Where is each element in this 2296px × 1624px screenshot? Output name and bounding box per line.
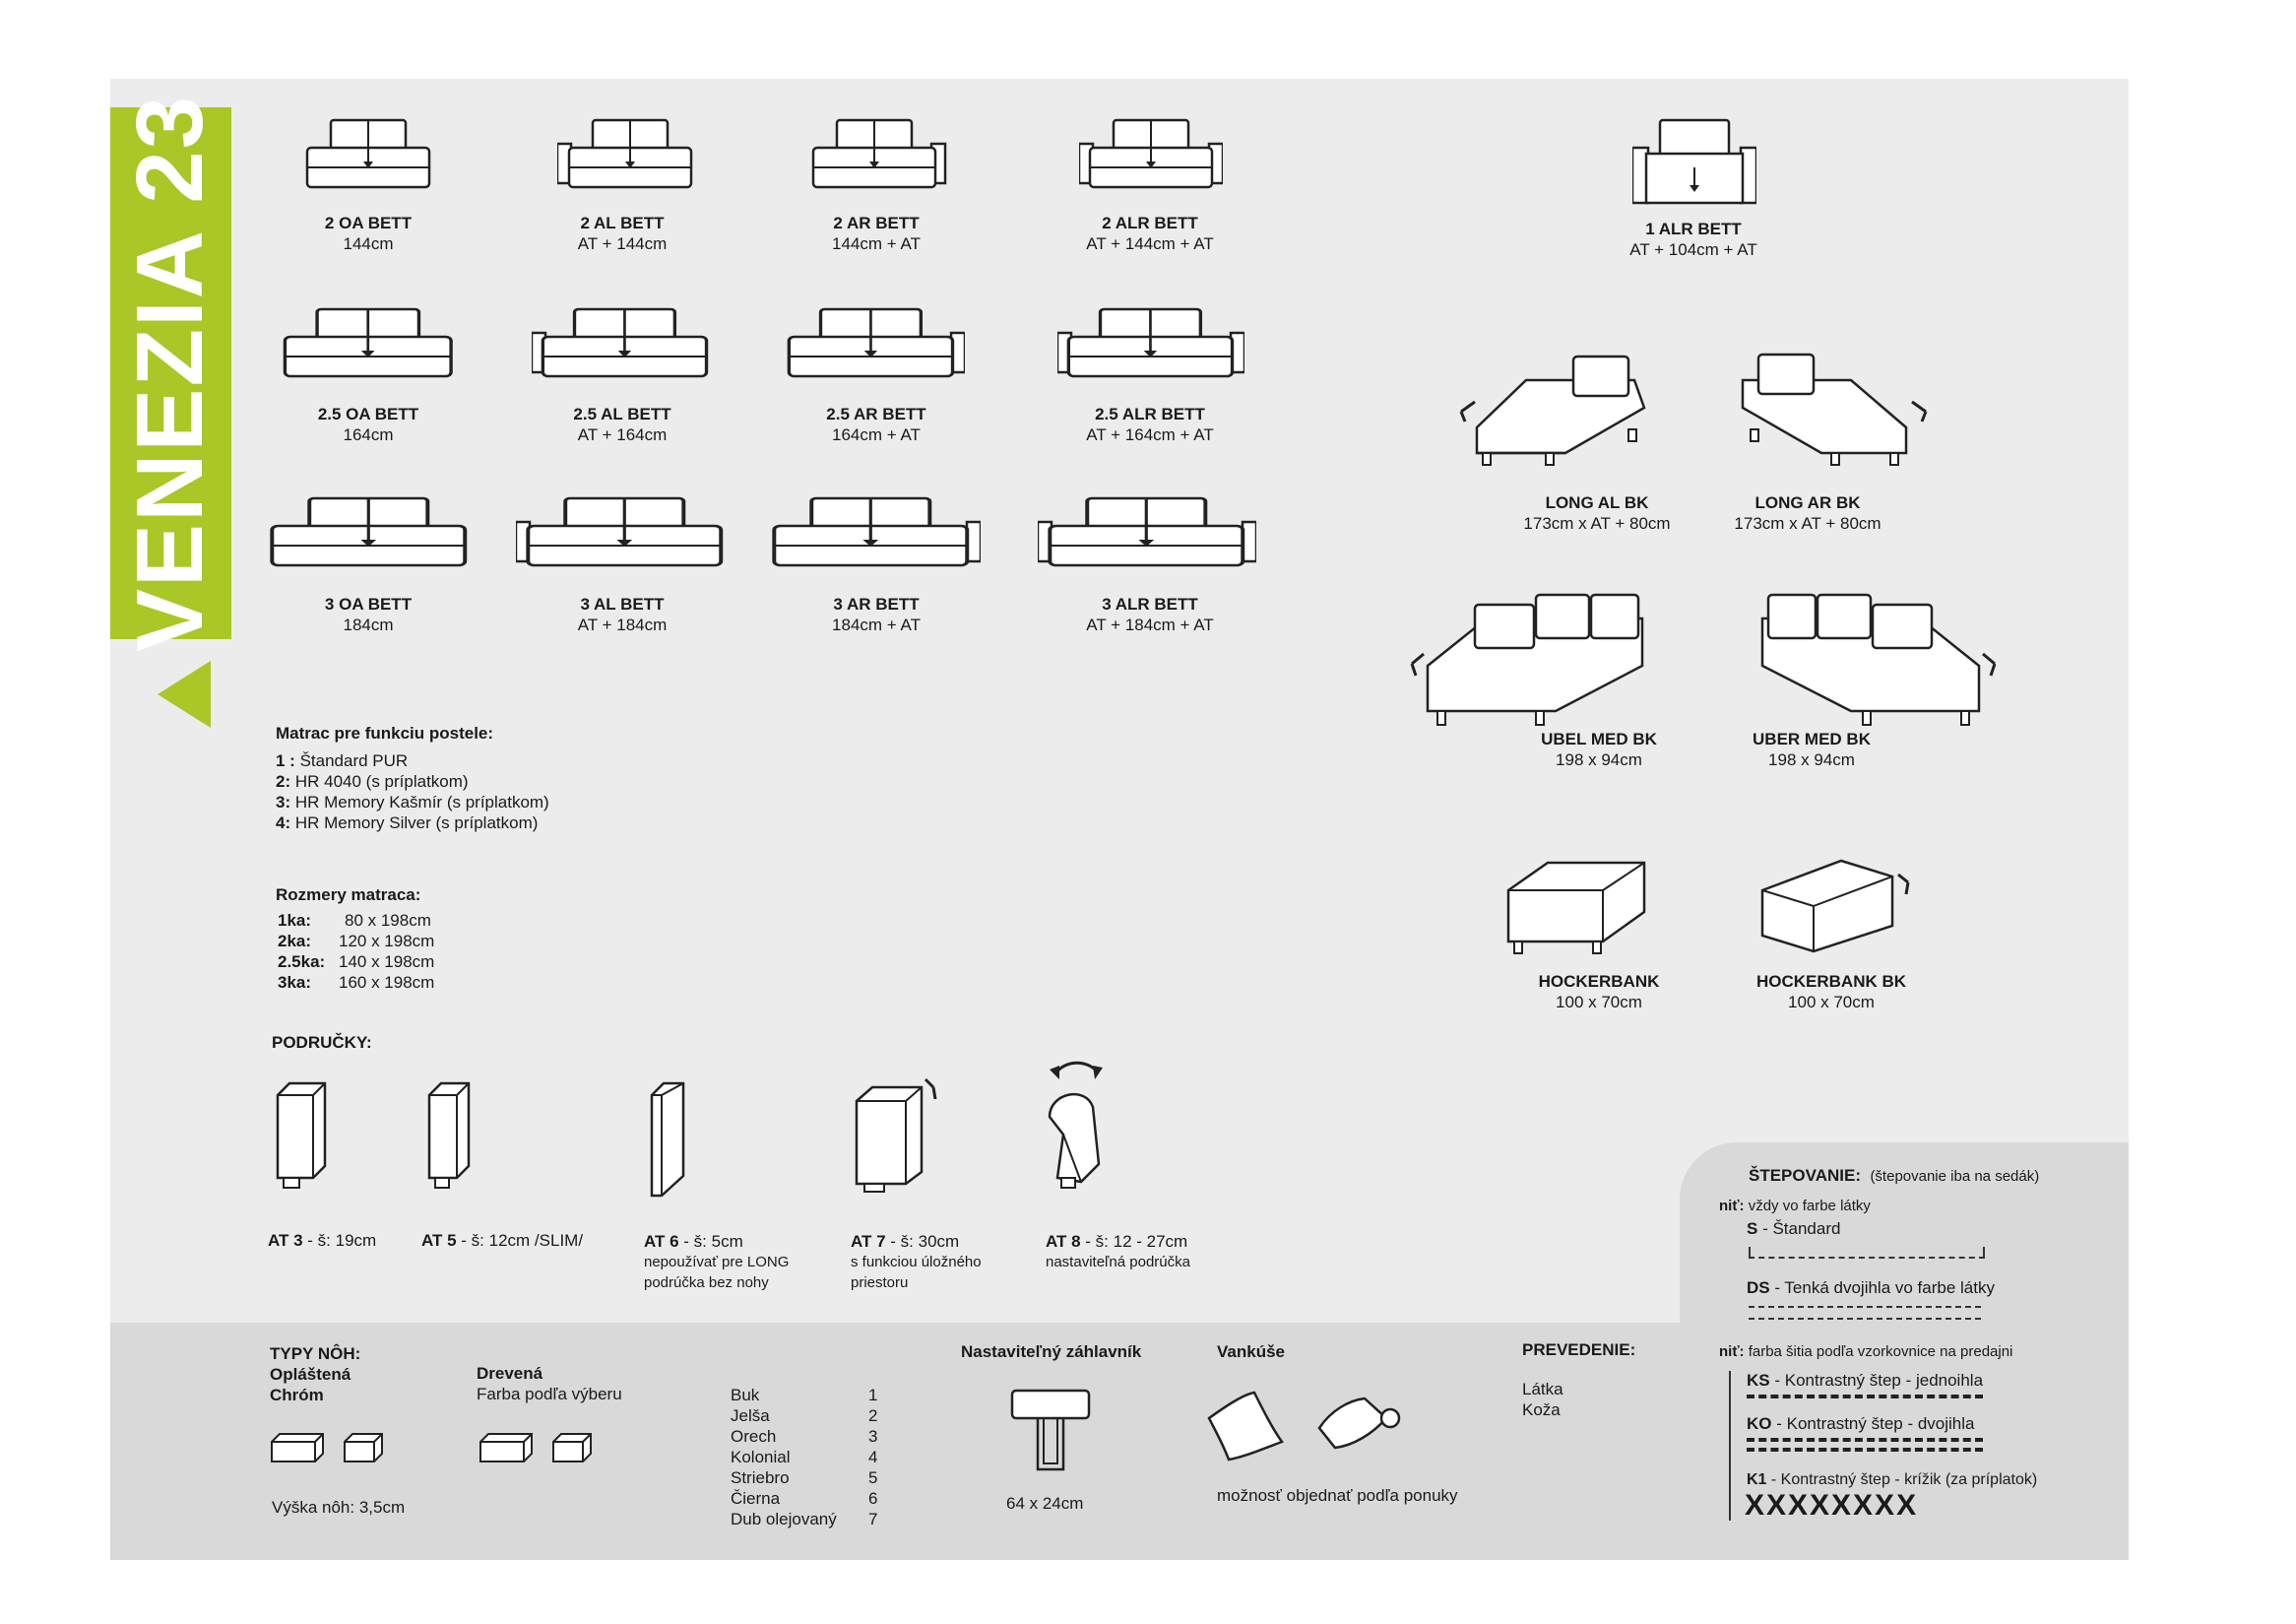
size-item: 2.5ka: 140 x 198cm	[278, 952, 435, 971]
stitch-s-line	[1749, 1247, 1985, 1259]
leg-cube-icon	[551, 1432, 593, 1463]
mattress-title: Matrac pre funkciu postele:	[276, 724, 494, 743]
sofa-2-ar-icon	[809, 118, 947, 212]
sofa-2-oa-icon	[303, 118, 433, 212]
hockerbank-icon	[1504, 857, 1648, 961]
mattress-item: 3: HR Memory Kašmír (s príplatkom)	[276, 793, 549, 812]
stitch-ds: DS - Tenká dvojihla vo farbe látky	[1747, 1278, 1995, 1297]
armrest-caption: AT 6 - š: 5cm nepoužívať pre LONG podrúčka bez nohy	[644, 1232, 790, 1291]
sofa-caption: 2 ALR BETT AT + 144cm + AT	[1086, 214, 1214, 253]
armrest-at5-icon	[425, 1079, 473, 1194]
sofa-1-alr-icon	[1632, 118, 1756, 217]
thread-note-1: niť: vždy vo farbe látky	[1719, 1198, 1871, 1214]
mattress-item: 2: HR 4040 (s príplatkom)	[276, 772, 469, 791]
sofa-caption: 3 ALR BETT AT + 184cm + AT	[1086, 595, 1214, 634]
legs-wood: Drevená Farba podľa výberu	[477, 1364, 622, 1403]
size-item: 2ka: 120 x 198cm	[278, 932, 435, 950]
headrest-size: 64 x 24cm	[1006, 1494, 1084, 1513]
wood-color-item: Jelša 2	[731, 1406, 878, 1425]
armrest-caption: AT 5 - š: 12cm /SLIM/	[421, 1231, 584, 1250]
sofa-caption: 2 AR BETT 144cm + AT	[832, 214, 921, 253]
sofa-3-al-icon	[516, 496, 729, 590]
hockerbank-bk-icon	[1758, 857, 1920, 961]
stitch-ds-line	[1749, 1310, 1981, 1320]
sofa-2-5-ar-icon	[784, 307, 965, 401]
finish-title: PREVEDENIE:	[1522, 1340, 1636, 1359]
size-item: 1ka: 80 x 198cm	[278, 911, 431, 930]
sofa-2-5-alr-icon	[1057, 307, 1244, 401]
legs-section	[270, 1343, 360, 1405]
sofa-caption: 2 AL BETT AT + 144cm	[577, 214, 668, 253]
sofa-caption: 2.5 AR BETT 164cm + AT	[826, 405, 926, 444]
legs-height: Výška nôh: 3,5cm	[272, 1498, 406, 1517]
armrest-at8-icon	[1042, 1056, 1111, 1200]
ubel-med-bk-icon	[1398, 589, 1656, 747]
armrest-at6-icon	[648, 1079, 687, 1200]
module-caption: HOCKERBANK BK 100 x 70cm	[1755, 972, 1907, 1011]
cushions-note: možnosť objednať podľa ponuky	[1217, 1486, 1458, 1505]
sofa-caption: 3 OA BETT 184cm	[324, 595, 413, 634]
finish-option: Látka	[1522, 1380, 1563, 1398]
stitch-ko: KO - Kontrastný štep - dvojihla	[1747, 1414, 1975, 1433]
stitch-ks: KS - Kontrastný štep - jednoihla	[1747, 1371, 1984, 1390]
module-caption: UBER MED BK 198 x 94cm	[1753, 730, 1871, 769]
stitch-k1: K1 - Kontrastný štep - krížik (za príplatok)	[1747, 1471, 2038, 1488]
sofa-3-oa-icon	[266, 496, 473, 590]
wood-color-item: Kolonial 4	[731, 1448, 878, 1466]
headrest-title: Nastaviteľný záhlavník	[961, 1342, 1142, 1361]
wood-color-item: Buk 1	[731, 1386, 878, 1404]
sofa-caption: 3 AL BETT AT + 184cm	[577, 595, 668, 634]
sofa-caption: 2.5 AL BETT AT + 164cm	[573, 405, 671, 444]
cushion-icon	[1203, 1389, 1292, 1462]
leg-cube-icon	[478, 1432, 534, 1463]
stitch-ds-line	[1749, 1298, 1981, 1308]
legs-title: TYPY NÔH:	[270, 1344, 361, 1363]
long-al-bk-icon	[1447, 351, 1654, 485]
thread-note-2: niť: farba šitia podľa vzorkovnice na predajni	[1719, 1343, 2013, 1360]
headrest-icon	[1010, 1389, 1093, 1473]
stitch-ko-line	[1747, 1448, 1983, 1452]
leg-cube-icon	[270, 1432, 325, 1463]
module-caption: LONG AR BK 173cm x AT + 80cm	[1734, 493, 1881, 533]
cushions-title: Vankúše	[1217, 1342, 1285, 1361]
wood-color-item: Striebro 5	[731, 1468, 878, 1487]
sofa-caption: 2.5 ALR BETT AT + 164cm + AT	[1086, 405, 1214, 444]
sofa-3-alr-icon	[1038, 496, 1256, 590]
sofa-3-ar-icon	[768, 496, 981, 590]
sofa-caption: 1 ALR BETT AT + 104cm + AT	[1629, 220, 1757, 259]
stitching-title: ŠTEPOVANIE: (štepovanie iba na sedák)	[1749, 1166, 2040, 1185]
sofa-2-al-icon	[557, 118, 695, 212]
wood-color-item: Orech 3	[731, 1427, 878, 1446]
sofa-caption: 3 AR BETT 184cm + AT	[832, 595, 921, 634]
armrest-at3-icon	[274, 1079, 329, 1194]
sofa-2-alr-icon	[1079, 118, 1223, 212]
play-triangle-icon	[158, 661, 211, 728]
legs-type-1a: Opláštená	[270, 1365, 351, 1384]
leg-cube-icon	[343, 1432, 384, 1463]
wood-color-item: Čierna 6	[731, 1489, 878, 1508]
mattress-item: 1 : Štandard PUR	[276, 751, 409, 770]
sizes-title: Rozmery matraca:	[276, 885, 421, 904]
wood-color-item: Dub olejovaný 7	[731, 1510, 878, 1528]
stitch-s: S - Štandard	[1747, 1219, 1841, 1238]
stitch-bracket	[1729, 1371, 1731, 1521]
armrest-caption: AT 3 - š: 19cm	[268, 1231, 377, 1250]
mattress-list	[276, 750, 549, 833]
module-caption: LONG AL BK 173cm x AT + 80cm	[1523, 493, 1671, 533]
stitch-k1-marks: XXXXXXXX	[1745, 1489, 1919, 1522]
sofa-2-5-oa-icon	[280, 307, 457, 401]
stitch-ko-line	[1747, 1438, 1983, 1442]
legs-type-1b: Chróm	[270, 1386, 324, 1404]
sizes-list	[278, 910, 434, 993]
sofa-caption: 2 OA BETT 144cm	[324, 214, 413, 253]
mattress-item: 4: HR Memory Silver (s príplatkom)	[276, 813, 539, 832]
uber-med-bk-icon	[1753, 589, 2010, 747]
sofa-2-5-al-icon	[532, 307, 713, 401]
module-caption: UBEL MED BK 198 x 94cm	[1541, 730, 1657, 769]
long-ar-bk-icon	[1733, 351, 1940, 485]
sofa-caption: 2.5 OA BETT 164cm	[317, 405, 419, 444]
armrests-title: PODRUČKY:	[272, 1033, 372, 1052]
bolster-icon	[1313, 1389, 1404, 1452]
finish-option: Koža	[1522, 1400, 1561, 1419]
armrest-at7-icon	[853, 1073, 943, 1196]
stitch-ks-line	[1747, 1395, 1983, 1398]
wood-colors	[731, 1385, 877, 1529]
module-caption: HOCKERBANK 100 x 70cm	[1538, 972, 1660, 1011]
size-item: 3ka: 160 x 198cm	[278, 973, 435, 992]
armrest-caption: AT 8 - š: 12 - 27cm nastaviteľná podrúčka	[1046, 1232, 1190, 1270]
armrest-caption: AT 7 - š: 30cm s funkciou úložného priestoru	[851, 1232, 982, 1291]
product-title: VENEZIA 23	[117, 95, 223, 652]
